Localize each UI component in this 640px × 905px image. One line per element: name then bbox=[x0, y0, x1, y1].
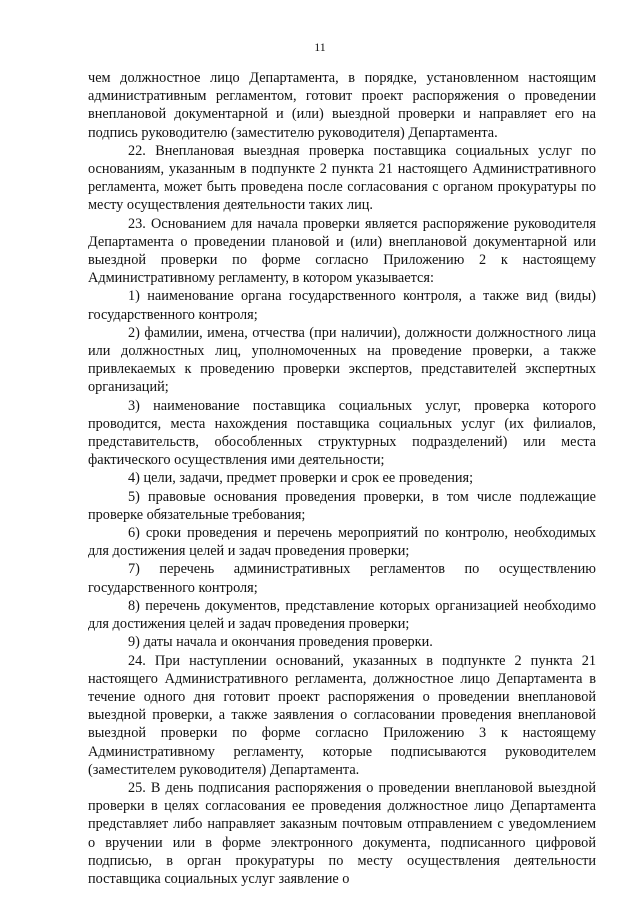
list-item-7: 7) перечень административных регламентов по осуществлению государственного контроля; bbox=[88, 561, 596, 596]
list-item-6: 6) сроки проведения и перечень мероприятий по контролю, необходимых для достижения целей и задач проведения проверки; bbox=[88, 525, 596, 560]
paragraph-24: 24. При наступлении оснований, указанных в подпункте 2 пункта 21 настоящего Административного регламента, должностное лицо Департамента в течение одного дня готовит проект распоряжения о проведении внеплановой выездной проверки, а также заявления о согласовании проведения внеплановой выездной проверки по форме согласно Приложению 3 к настоящему Административному регламенту, которые подписываются руководителем (заместителем руководителя) Департамента. bbox=[88, 652, 596, 778]
document-body bbox=[88, 69, 596, 888]
paragraph-continuation: чем должностное лицо Департамента, в порядке, установленном настоящим административным регламентом, готовит проект распоряжения о проведении внеплановой документарной и (или) выездной проверки и направляет его на подпись руководителю (заместителю руководителя) Департамента. bbox=[88, 70, 596, 141]
paragraph-22: 22. Внеплановая выездная проверка поставщика социальных услуг по основаниям, указанным в подпункте 2 пункта 21 настоящего Административного регламента, может быть проведена после согласования с органом прокуратуры по месту осуществления деятельности таких лиц. bbox=[88, 142, 596, 214]
list-item-9: 9) даты начала и окончания проведения проверки. bbox=[128, 634, 433, 651]
list-item-4: 4) цели, задачи, предмет проверки и срок ее проведения; bbox=[128, 470, 474, 487]
page-number: 11 bbox=[314, 40, 326, 54]
list-item-3: 3) наименование поставщика социальных услуг, проверка которого проводится, места нахождения поставщика социальных услуг (их филиалов, представительств, обособленных структурных подразделений) или места фактического осуществления ими деятельности; bbox=[88, 397, 596, 469]
paragraph-23: 23. Основанием для начала проверки является распоряжение руководителя Департамента о проведении плановой и (или) внеплановой документарной или выездной проверки по форме согласно Приложению 2 к настоящему Административному регламенту, в котором указывается: bbox=[88, 215, 596, 287]
list-item-5: 5) правовые основания проведения проверки, в том числе подлежащие проверке обязательные требования; bbox=[88, 488, 596, 523]
list-item-1: 1) наименование органа государственного контроля, а также вид (виды) государственного контроля; bbox=[88, 288, 596, 323]
list-item-2: 2) фамилии, имена, отчества (при наличии), должности должностного лица или должностных лиц, уполномоченных на проведение проверки, а также привлекаемых к проведению проверки экспертов, представителей экспертных организаций; bbox=[88, 324, 596, 396]
paragraph-25: 25. В день подписания распоряжения о проведении внеплановой выездной проверки в целях согласования ее проведения должностное лицо Департамента представляет либо направляет заказным почтовым отправлением с уведомлением о вручении или в форме электронного документа, подписанного цифровой подписью, в орган прокуратуры по месту осуществления деятельности поставщика социальных услуг заявление о bbox=[88, 779, 596, 887]
list-item-8: 8) перечень документов, представление которых организацией необходимо для достижения целей и задач проведения проверки; bbox=[88, 597, 596, 633]
